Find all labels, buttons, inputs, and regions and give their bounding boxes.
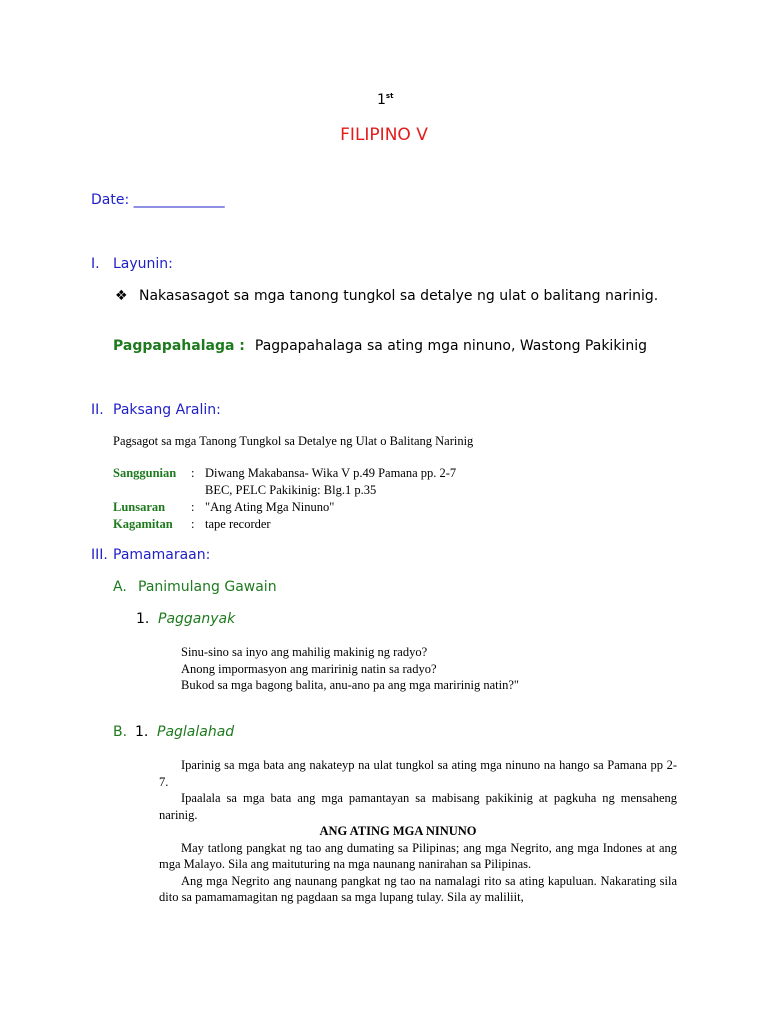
instruction-paragraph: Ipaalala sa mga bata ang mga pamantayan sa mabisang pakikinig at pagkuha ng mensaheng narinig. <box>159 791 677 822</box>
ref-row: Sanggunian : Diwang Makabansa- Wika V p.49 Pamana pp. 2-7 <box>113 466 457 480</box>
story-paragraph: May tatlong pangkat ng tao ang dumating sa Pilipinas; ang mga Negrito, ang mga Indones at ang mga Malayo. Sila ang maituturing na mga naunang nanirahan sa Pilipinas. <box>159 840 677 871</box>
ref-row: Lunsaran : "Ang Ating Mga Ninuno" <box>113 500 335 514</box>
objective-item: ❖ Nakasasagot sa mga tanong tungkol sa detalye ng ulat o balitang narinig. <box>115 288 659 304</box>
story-title: ANG ATING MGA NINUNO <box>319 824 477 838</box>
presentation-body <box>159 757 677 906</box>
story-paragraph: Ang mga Negrito ang naunang pangkat ng tao na namalagi rito sa ating kapuluan. Nakarating sila dito sa pamamamagitan ng pagdaan sa mga lupang tulay. Sila ay maliliit, <box>159 873 677 904</box>
question-line: Sinu-sino sa inyo ang mahilig makinig ng radyo? <box>181 645 428 659</box>
date-label: Date: _____________ <box>91 192 225 208</box>
pagganyak-heading: 1. Pagganyak <box>136 611 236 627</box>
instruction-paragraph: Iparinig sa mga bata ang nakateyp na ulat tungkol sa ating mga ninuno na hango sa Pamana pp 2-7. <box>159 758 677 789</box>
values-line <box>113 338 647 354</box>
section-heading-layunin: I. Layunin: <box>91 256 173 272</box>
section-heading-paksang-aralin: II. Paksang Aralin: <box>91 402 221 418</box>
paglalahad-heading: B. 1. Paglalahad <box>113 724 235 740</box>
grade-level: 1st <box>377 92 394 108</box>
topic-text: Pagsagot sa mga Tanong Tungkol sa Detalye ng Ulat o Balitang Narinig <box>113 434 474 448</box>
ref-row: Kagamitan : tape recorder <box>113 517 271 531</box>
ref-row: BEC, PELC Pakikinig: Blg.1 p.35 <box>205 483 377 497</box>
values-text: Pagpapahalaga sa ating mga ninuno, Wastong Pakikinig <box>254 338 647 354</box>
section-heading-pamamaraan: III. Pamamaraan: <box>91 547 211 563</box>
question-line: Bukod sa mga bagong balita, anu-ano pa ang mga maririnig natin?" <box>181 678 519 692</box>
references-table <box>113 465 456 533</box>
motivation-questions <box>181 644 519 694</box>
page-title: FILIPINO V <box>340 125 428 145</box>
values-label: Pagpapahalaga : <box>113 338 245 354</box>
question-line: Anong impormasyon ang maririnig natin sa radyo? <box>181 661 437 676</box>
subsection-a-heading: A. Panimulang Gawain <box>113 579 277 595</box>
diamond-bullet-icon: ❖ <box>115 288 128 304</box>
